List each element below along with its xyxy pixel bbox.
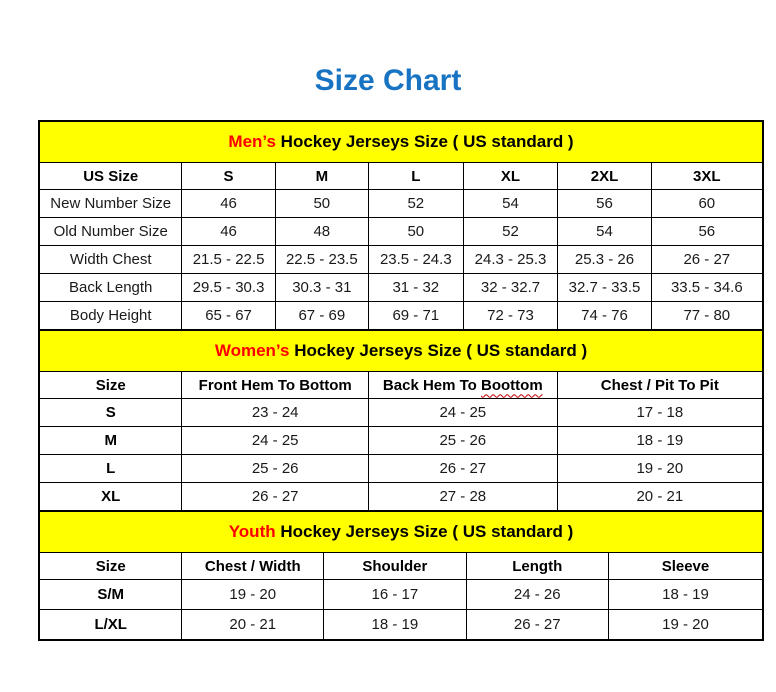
table-row-womens-xl bbox=[40, 483, 763, 511]
size-value-cell: 17 - 18 bbox=[557, 399, 762, 427]
size-value-cell: 18 - 19 bbox=[557, 427, 762, 455]
column-header-row bbox=[40, 553, 763, 580]
size-value-cell: 31 - 32 bbox=[368, 274, 463, 302]
size-value-cell: 65 - 67 bbox=[182, 302, 275, 330]
row-label: XL bbox=[40, 483, 182, 511]
table-row-womens-l bbox=[40, 455, 763, 483]
banner-rest-text: Hockey Jerseys Size ( US standard ) bbox=[275, 522, 574, 541]
row-label: New Number Size bbox=[40, 190, 182, 218]
size-value-cell: 26 - 27 bbox=[182, 483, 369, 511]
misspelled-word: Boottom bbox=[481, 376, 543, 394]
page-title: Size Chart bbox=[314, 64, 462, 97]
size-value-cell: 22.5 - 23.5 bbox=[275, 246, 368, 274]
size-value-cell: 74 - 76 bbox=[558, 302, 651, 330]
size-value-cell: 69 - 71 bbox=[368, 302, 463, 330]
column-header-womens-0: Size bbox=[40, 372, 182, 399]
column-header-womens-3: Chest / Pit To Pit bbox=[557, 372, 762, 399]
table-row-youth-s-m bbox=[40, 580, 763, 610]
column-header-mens-5: 2XL bbox=[558, 163, 651, 190]
table-row-womens-m bbox=[40, 427, 763, 455]
womens-size-table bbox=[39, 330, 763, 511]
size-value-cell: 46 bbox=[182, 218, 275, 246]
row-label: Old Number Size bbox=[40, 218, 182, 246]
column-header-womens-1: Front Hem To Bottom bbox=[182, 372, 369, 399]
size-value-cell: 56 bbox=[558, 190, 651, 218]
table-row-mens-new-number-size bbox=[40, 190, 763, 218]
mens-size-table bbox=[39, 121, 763, 330]
size-value-cell: 67 - 69 bbox=[275, 302, 368, 330]
size-value-cell: 50 bbox=[275, 190, 368, 218]
column-header-mens-0: US Size bbox=[40, 163, 182, 190]
size-chart-tables bbox=[38, 120, 764, 641]
size-value-cell: 33.5 - 34.6 bbox=[651, 274, 762, 302]
size-value-cell: 20 - 21 bbox=[557, 483, 762, 511]
size-value-cell: 24 - 26 bbox=[466, 580, 608, 610]
column-header-youth-2: Shoulder bbox=[324, 553, 466, 580]
size-value-cell: 23.5 - 24.3 bbox=[368, 246, 463, 274]
column-header-youth-0: Size bbox=[40, 553, 182, 580]
column-header-mens-6: 3XL bbox=[651, 163, 762, 190]
size-value-cell: 60 bbox=[651, 190, 762, 218]
size-value-cell: 50 bbox=[368, 218, 463, 246]
section-banner-mens bbox=[40, 122, 763, 163]
row-label: S/M bbox=[40, 580, 182, 610]
size-value-cell: 26 - 27 bbox=[651, 246, 762, 274]
column-header-mens-3: L bbox=[368, 163, 463, 190]
size-value-cell: 23 - 24 bbox=[182, 399, 369, 427]
size-value-cell: 72 - 73 bbox=[463, 302, 558, 330]
banner-highlight-text: Men’s bbox=[228, 132, 276, 151]
column-header-text: Back Hem To bbox=[382, 376, 482, 394]
table-row-womens-s bbox=[40, 399, 763, 427]
size-value-cell: 52 bbox=[368, 190, 463, 218]
size-value-cell: 26 - 27 bbox=[368, 455, 557, 483]
row-label: M bbox=[40, 427, 182, 455]
section-banner-youth bbox=[40, 512, 763, 553]
size-value-cell: 56 bbox=[651, 218, 762, 246]
section-banner-cell bbox=[40, 512, 763, 553]
size-value-cell: 32.7 - 33.5 bbox=[558, 274, 651, 302]
table-row-mens-body-height bbox=[40, 302, 763, 330]
size-value-cell: 30.3 - 31 bbox=[275, 274, 368, 302]
size-value-cell: 54 bbox=[463, 190, 558, 218]
banner-highlight-text: Women’s bbox=[214, 341, 290, 360]
column-header-mens-2: M bbox=[275, 163, 368, 190]
row-label: L bbox=[40, 455, 182, 483]
size-value-cell: 54 bbox=[558, 218, 651, 246]
size-value-cell: 25.3 - 26 bbox=[558, 246, 651, 274]
size-value-cell: 24 - 25 bbox=[368, 399, 557, 427]
size-value-cell: 19 - 20 bbox=[608, 610, 762, 640]
youth-size-table bbox=[39, 511, 763, 640]
column-header-youth-3: Length bbox=[466, 553, 608, 580]
banner-highlight-text: Youth bbox=[228, 522, 276, 541]
size-value-cell: 25 - 26 bbox=[182, 455, 369, 483]
section-banner-cell bbox=[40, 122, 763, 163]
size-value-cell: 19 - 20 bbox=[557, 455, 762, 483]
size-value-cell: 24.3 - 25.3 bbox=[463, 246, 558, 274]
size-value-cell: 46 bbox=[182, 190, 275, 218]
size-value-cell: 21.5 - 22.5 bbox=[182, 246, 275, 274]
section-banner-cell bbox=[40, 331, 763, 372]
row-label: Width Chest bbox=[40, 246, 182, 274]
size-value-cell: 52 bbox=[463, 218, 558, 246]
size-value-cell: 29.5 - 30.3 bbox=[182, 274, 275, 302]
column-header-row bbox=[40, 372, 763, 399]
size-value-cell: 48 bbox=[275, 218, 368, 246]
size-value-cell: 16 - 17 bbox=[324, 580, 466, 610]
banner-rest-text: Hockey Jerseys Size ( US standard ) bbox=[289, 341, 588, 360]
size-value-cell: 27 - 28 bbox=[368, 483, 557, 511]
column-header-womens-2 bbox=[368, 372, 557, 399]
size-value-cell: 26 - 27 bbox=[466, 610, 608, 640]
size-value-cell: 24 - 25 bbox=[182, 427, 369, 455]
column-header-youth-4: Sleeve bbox=[608, 553, 762, 580]
section-banner-womens bbox=[40, 331, 763, 372]
row-label: Body Height bbox=[40, 302, 182, 330]
size-value-cell: 32 - 32.7 bbox=[463, 274, 558, 302]
size-value-cell: 18 - 19 bbox=[324, 610, 466, 640]
banner-rest-text: Hockey Jerseys Size ( US standard ) bbox=[275, 132, 574, 151]
size-value-cell: 18 - 19 bbox=[608, 580, 762, 610]
row-label: S bbox=[40, 399, 182, 427]
row-label: L/XL bbox=[40, 610, 182, 640]
table-row-mens-width-chest bbox=[40, 246, 763, 274]
size-value-cell: 77 - 80 bbox=[651, 302, 762, 330]
row-label: Back Length bbox=[40, 274, 182, 302]
size-value-cell: 19 - 20 bbox=[182, 580, 324, 610]
size-value-cell: 20 - 21 bbox=[182, 610, 324, 640]
column-header-mens-1: S bbox=[182, 163, 275, 190]
column-header-youth-1: Chest / Width bbox=[182, 553, 324, 580]
column-header-row bbox=[40, 163, 763, 190]
table-row-mens-old-number-size bbox=[40, 218, 763, 246]
column-header-mens-4: XL bbox=[463, 163, 558, 190]
table-row-mens-back-length bbox=[40, 274, 763, 302]
table-row-youth-l-xl bbox=[40, 610, 763, 640]
size-value-cell: 25 - 26 bbox=[368, 427, 557, 455]
